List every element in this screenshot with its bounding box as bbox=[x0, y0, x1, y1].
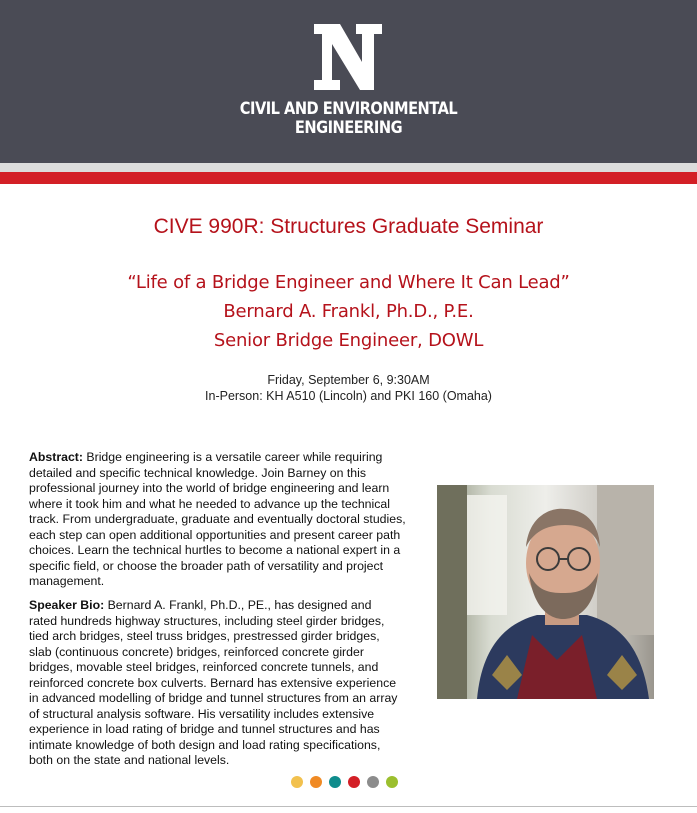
footer-dot bbox=[348, 776, 360, 788]
bottom-divider bbox=[0, 806, 697, 807]
bio-line: bridges, movable steel bridges, reinforced concrete tunnels, and bbox=[29, 660, 379, 674]
divider-stripe-gray bbox=[0, 163, 697, 172]
abstract-line: specific field, or choose the broader path of versatility and project bbox=[29, 558, 384, 573]
bio-line: both on the state and national levels. bbox=[29, 753, 230, 767]
bio-line: rated hundreds highway structures, including steel girder bridges, bbox=[29, 613, 385, 628]
speaker-photo bbox=[437, 485, 654, 699]
bio-line: tied arch bridges, steel truss bridges, prestressed girder bridges, bbox=[29, 629, 380, 643]
abstract-line: where it took him and what he needed to advance up the technical bbox=[29, 496, 390, 511]
bio-line: Speaker Bio: Bernard A. Frankl, Ph.D., PE., has designed and bbox=[29, 598, 372, 612]
divider-stripe-red bbox=[0, 172, 697, 184]
abstract-line: track. From undergraduate, graduate and eventually doctoral studies, bbox=[29, 512, 406, 526]
bio-label: Speaker Bio: bbox=[29, 598, 105, 612]
bio-line: experience in load rating of bridge and tunnel structures and has bbox=[29, 722, 380, 736]
seminar-title: CIVE 990R: Structures Graduate Seminar bbox=[153, 215, 544, 238]
speaker-name: Bernard A. Frankl, Ph.D., P.E. bbox=[223, 301, 474, 322]
abstract-line: each step can open additional opportunities and present career path bbox=[29, 527, 401, 542]
abstract-line: detailed and specific technical knowledge. Join Barney on this bbox=[29, 465, 367, 480]
bio-line: of structural analysis software. His versatility includes extensive bbox=[29, 706, 375, 721]
abstract-line: professional journey into the world of bridge engineering and learn bbox=[29, 481, 390, 495]
speaker-bio-paragraph bbox=[29, 598, 424, 769]
footer-dot bbox=[386, 776, 398, 788]
talk-title: “Life of a Bridge Engineer and Where It Can Lead” bbox=[127, 272, 570, 293]
nebraska-n-logo bbox=[312, 22, 384, 92]
abstract-label: Abstract: bbox=[29, 450, 83, 464]
abstract-line: Abstract: Bridge engineering is a versatile career while requiring bbox=[29, 450, 383, 464]
bio-line: in advanced modelling of bridge and tunnel structures from an array bbox=[29, 691, 398, 705]
bio-line: slab (continuous concrete) bridges, reinforced concrete girder bbox=[29, 644, 364, 659]
footer-dots bbox=[291, 776, 398, 790]
department-name-line2: ENGINEERING bbox=[294, 118, 403, 138]
footer-dot bbox=[367, 776, 379, 788]
event-date: Friday, September 6, 9:30AM bbox=[267, 373, 430, 387]
footer-dot bbox=[310, 776, 322, 788]
abstract-paragraph bbox=[29, 450, 424, 590]
event-location: In-Person: KH A510 (Lincoln) and PKI 160 (Omaha) bbox=[205, 389, 492, 403]
bio-line: intimate knowledge of both design and load rating specifications, bbox=[29, 737, 381, 752]
abstract-line: management. bbox=[29, 574, 105, 588]
footer-dot bbox=[291, 776, 303, 788]
department-name-line1: CIVIL AND ENVIRONMENTAL bbox=[239, 99, 458, 119]
speaker-role: Senior Bridge Engineer, DOWL bbox=[213, 330, 484, 351]
bio-line: reinforced concrete box culverts. Bernard has extensive experience bbox=[29, 675, 397, 690]
abstract-line: choices. Learn the technical hurtles to become a national expert in a bbox=[29, 543, 401, 557]
header-banner bbox=[0, 0, 697, 163]
footer-dot bbox=[329, 776, 341, 788]
